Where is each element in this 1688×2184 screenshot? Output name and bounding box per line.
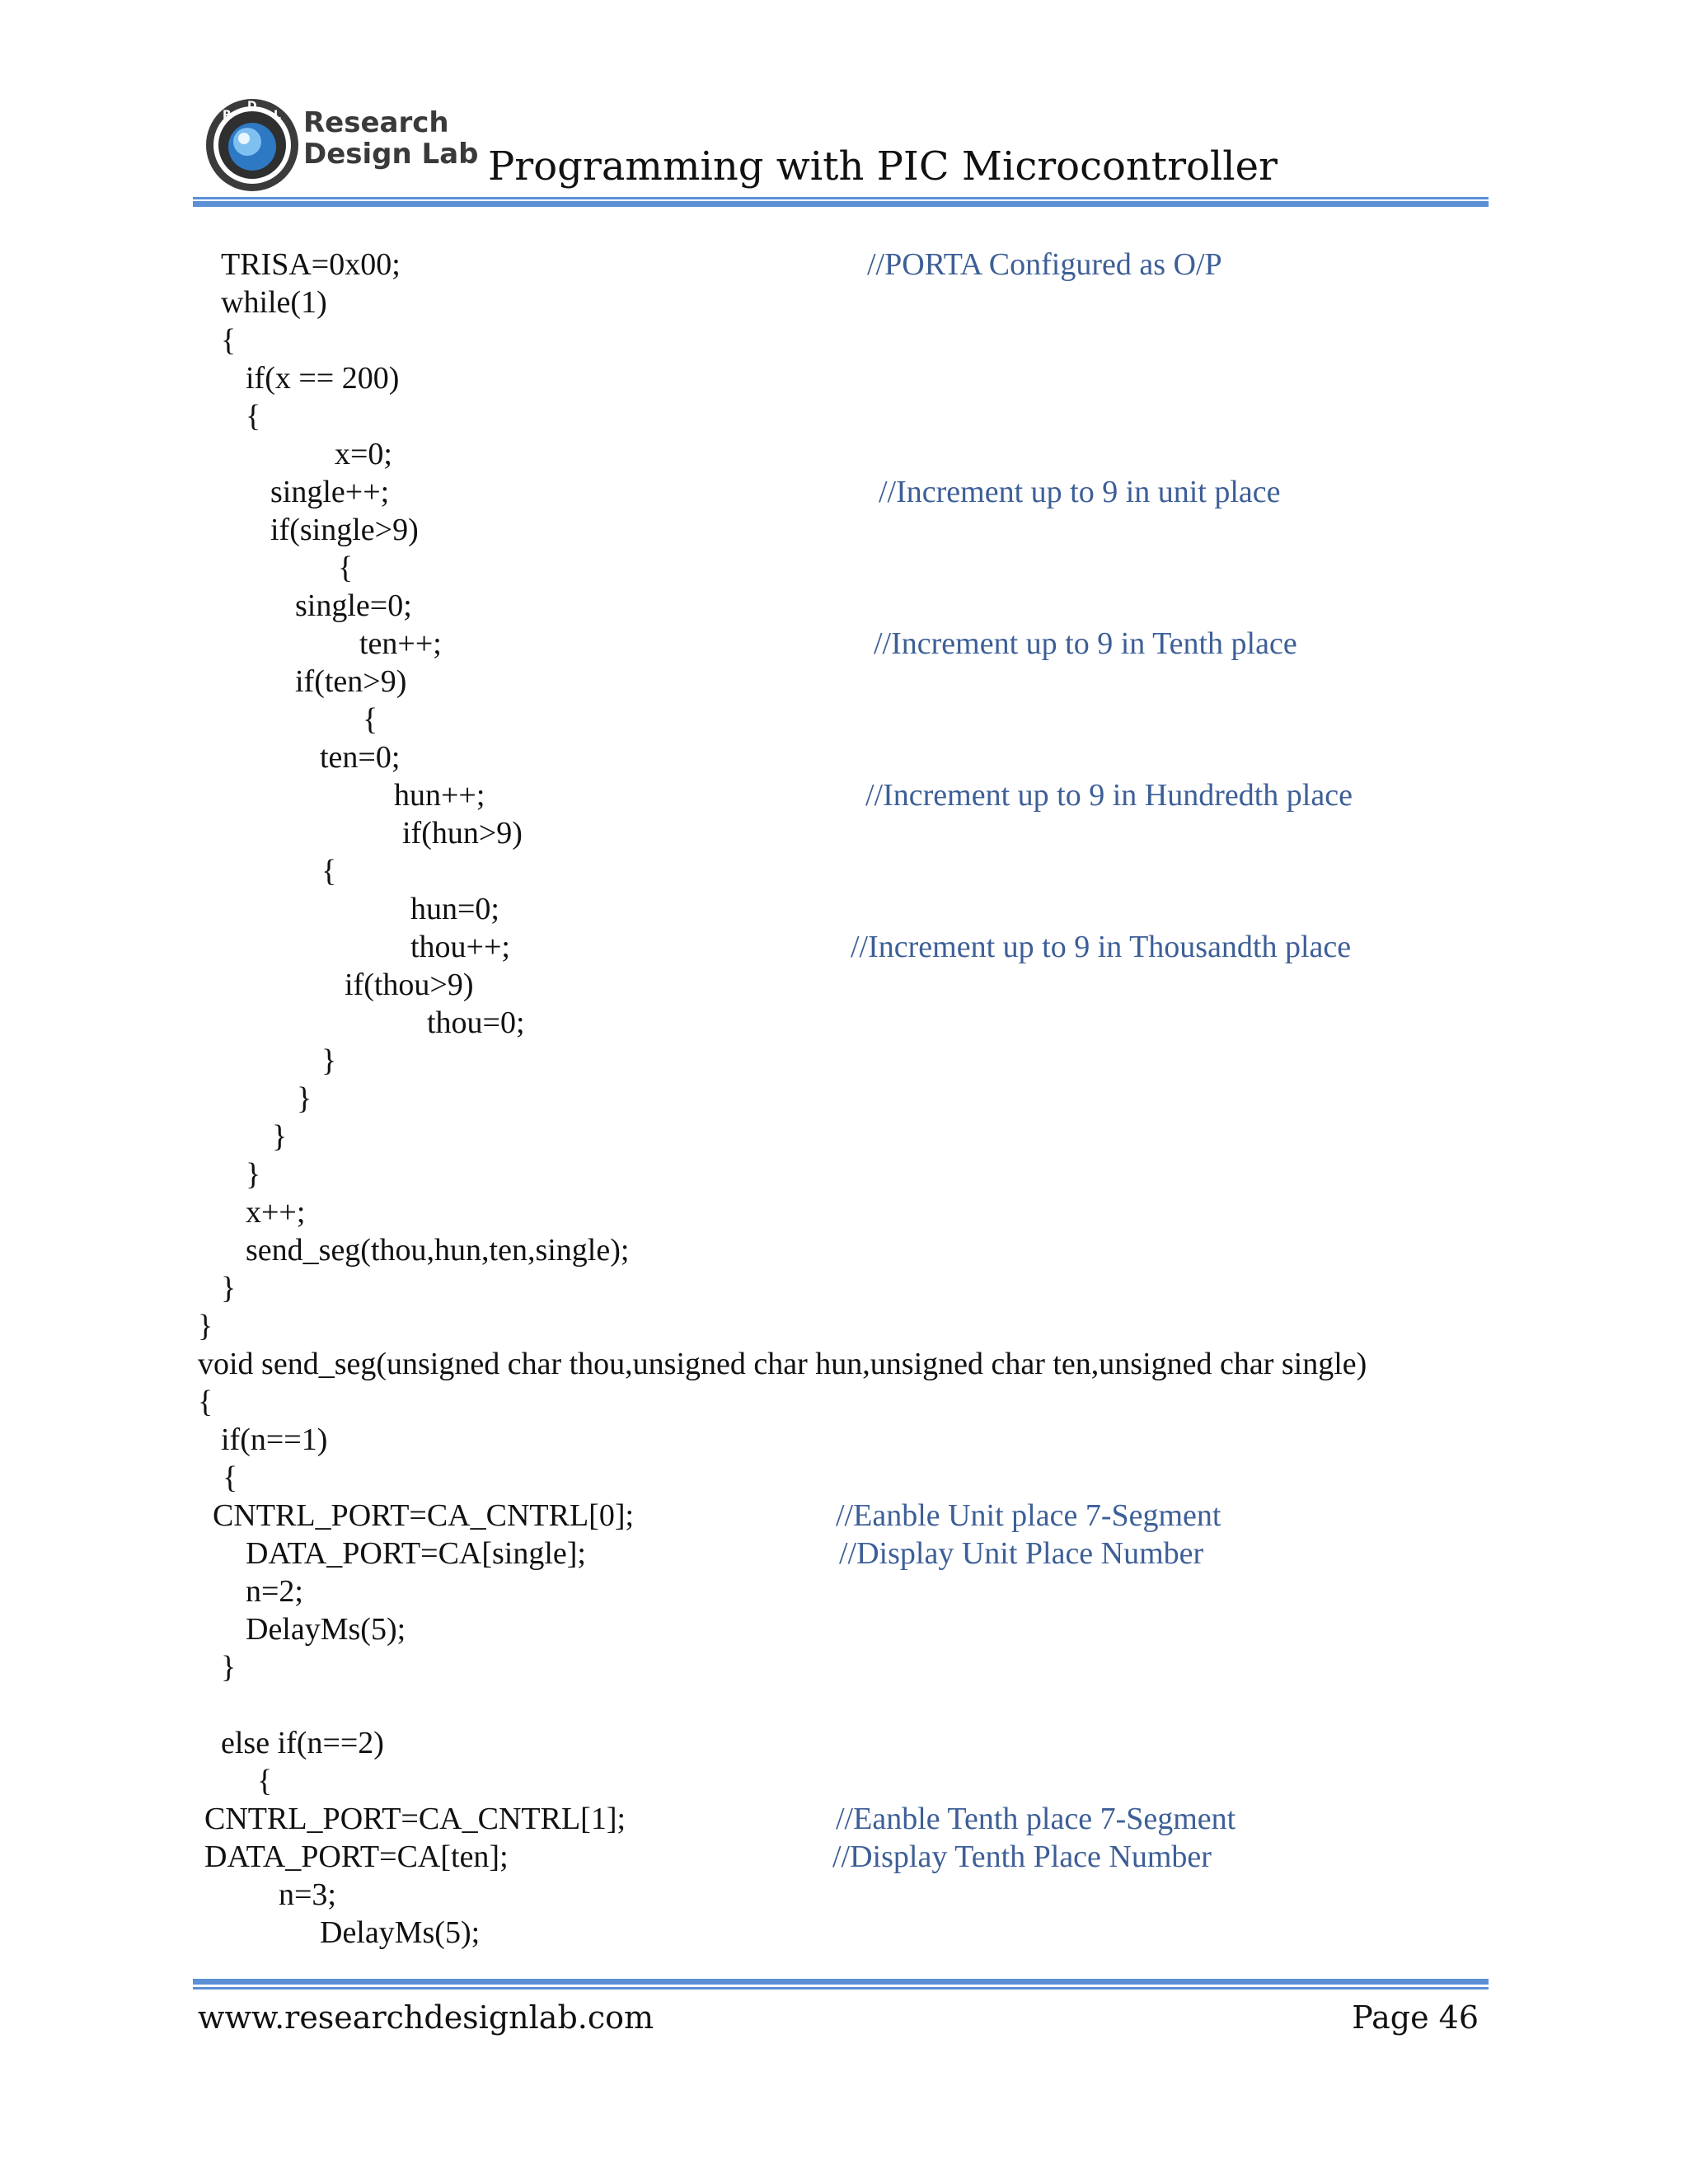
- code-comment: //Increment up to 9 in unit place: [879, 475, 1281, 509]
- code-comment: //Display Unit Place Number: [839, 1536, 1204, 1571]
- code-line: n=3;: [279, 1877, 336, 1912]
- code-line: x++;: [246, 1195, 306, 1230]
- logo-badge-letter-r: R: [223, 109, 232, 122]
- code-line: {: [246, 399, 261, 434]
- code-line: if(thou>9): [345, 968, 474, 1002]
- code-line: if(ten>9): [295, 664, 407, 699]
- code-line: }: [198, 1309, 213, 1343]
- code-line: ten=0;: [320, 740, 401, 775]
- rdl-logo-icon: [204, 97, 300, 193]
- header-rule-thick: [193, 201, 1489, 207]
- code-comment: //Increment up to 9 in Tenth place: [874, 626, 1297, 661]
- page-title: Programming with PIC Microcontroller: [488, 143, 1278, 190]
- code-line: }: [221, 1650, 237, 1685]
- code-line: if(single>9): [270, 513, 419, 547]
- code-line: DATA_PORT=CA[ten];: [204, 1840, 509, 1874]
- code-line: else if(n==2): [221, 1726, 384, 1760]
- code-line: send_seg(thou,hun,ten,single);: [246, 1233, 630, 1268]
- code-line: ten++;: [359, 626, 442, 661]
- code-line: thou=0;: [427, 1005, 525, 1040]
- code-line: if(x == 200): [246, 361, 400, 396]
- code-comment: //PORTA Configured as O/P: [867, 247, 1222, 282]
- code-comment: //Display Tenth Place Number: [832, 1840, 1212, 1874]
- code-line: x=0;: [335, 437, 392, 471]
- logo-badge-letter-d: D: [247, 100, 257, 113]
- footer-rule-thin: [193, 1987, 1489, 1990]
- code-line: thou++;: [410, 930, 510, 964]
- code-line: }: [272, 1119, 288, 1154]
- code-comment: //Increment up to 9 in Hundredth place: [865, 778, 1353, 813]
- code-line: void send_seg(unsigned char thou,unsigned char hun,unsigned char ten,unsigned char single): [198, 1347, 1367, 1381]
- code-line: }: [321, 1043, 337, 1078]
- code-line: while(1): [221, 285, 327, 320]
- code-line: single++;: [270, 475, 390, 509]
- header-rule-thin: [193, 197, 1489, 199]
- code-line: DelayMs(5);: [246, 1612, 406, 1647]
- code-line: {: [363, 702, 378, 737]
- code-line: {: [221, 323, 237, 358]
- code-comment: //Eanble Unit place 7-Segment: [836, 1498, 1221, 1533]
- code-line: CNTRL_PORT=CA_CNTRL[0];: [213, 1498, 635, 1533]
- code-line: }: [221, 1271, 237, 1305]
- logo-line-1: Research: [303, 106, 449, 139]
- code-line: DelayMs(5);: [320, 1915, 481, 1950]
- logo-wordmark: [303, 107, 479, 170]
- code-line: if(hun>9): [402, 816, 523, 851]
- footer-rule-thick: [193, 1979, 1489, 1985]
- code-line: {: [338, 551, 354, 585]
- code-line: DATA_PORT=CA[single];: [246, 1536, 586, 1571]
- code-line: {: [321, 854, 337, 888]
- code-line: n=2;: [246, 1574, 303, 1609]
- code-line: }: [246, 1157, 261, 1192]
- page-number: Page 46: [1352, 1999, 1479, 2036]
- code-line: {: [198, 1385, 213, 1419]
- code-line: {: [223, 1460, 238, 1495]
- logo-line-2: Design Lab: [303, 138, 479, 171]
- code-comment: //Increment up to 9 in Thousandth place: [851, 930, 1352, 964]
- code-line: hun=0;: [410, 892, 499, 926]
- code-line: CNTRL_PORT=CA_CNTRL[1];: [204, 1802, 626, 1836]
- code-line: single=0;: [295, 588, 412, 623]
- footer-website-url: www.researchdesignlab.com: [198, 1999, 654, 2036]
- logo-badge-letter-l: L: [274, 109, 281, 122]
- code-line: hun++;: [394, 778, 485, 813]
- code-line: {: [257, 1764, 273, 1798]
- code-line: if(n==1): [221, 1422, 328, 1457]
- code-comment: //Eanble Tenth place 7-Segment: [836, 1802, 1236, 1836]
- code-line: TRISA=0x00;: [221, 247, 401, 282]
- code-line: }: [297, 1081, 312, 1116]
